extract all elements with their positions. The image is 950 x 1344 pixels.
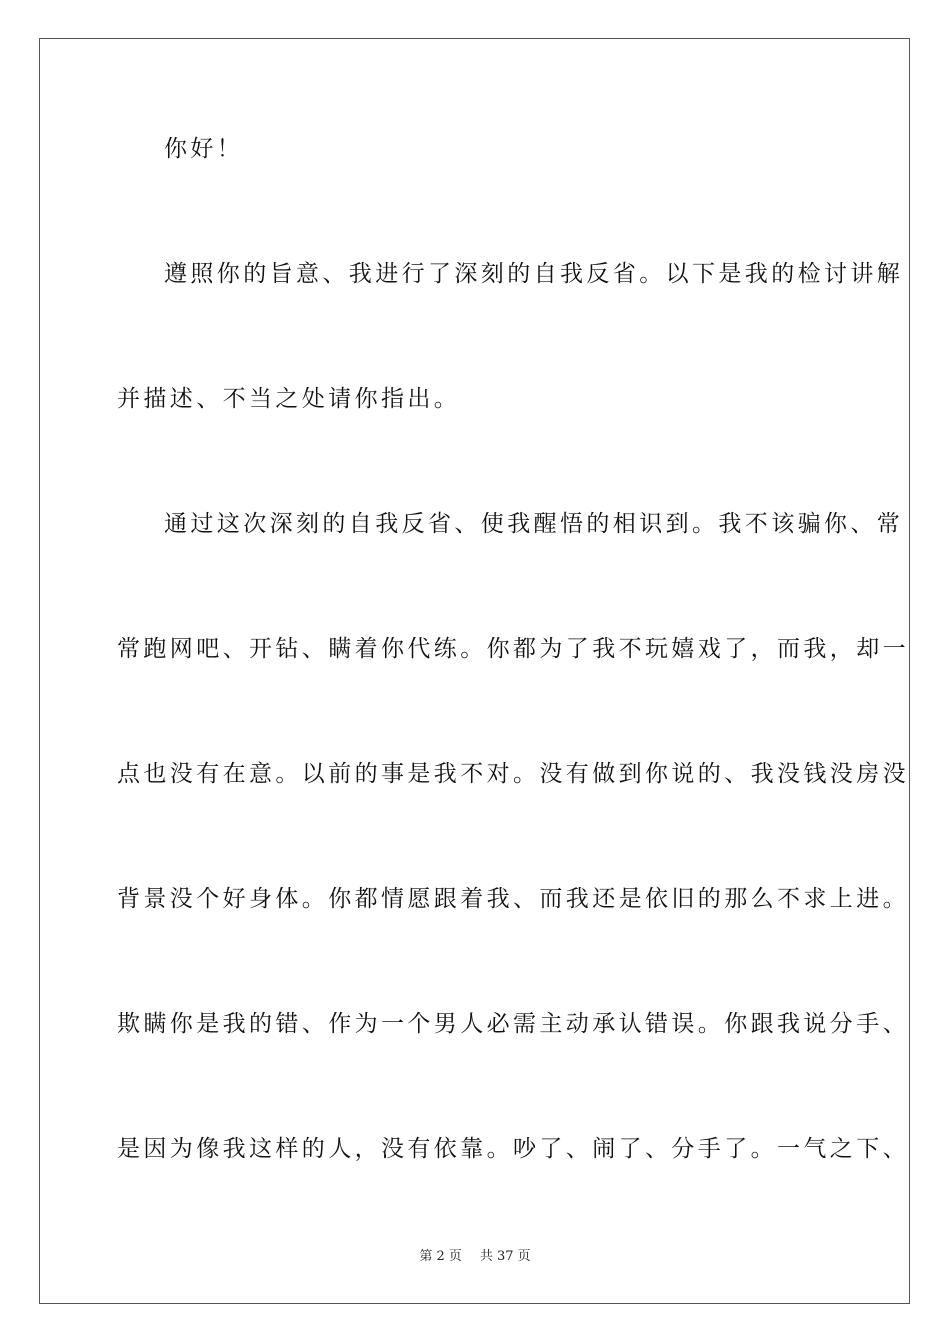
paragraph-line-5: 点也没有在意。以前的事是我不对。没有做到你说的、我没钱没房没 bbox=[117, 761, 909, 787]
paragraph-line-6: 背景没个好身体。你都情愿跟着我、而我还是依旧的那么不求上进。 bbox=[117, 886, 909, 912]
total-pages: 共 37 页 bbox=[479, 1249, 531, 1264]
paragraph-line-3: 通过这次深刻的自我反省、使我醒悟的相识到。我不该骗你、常 bbox=[164, 511, 904, 537]
greeting-line: 你好！ bbox=[164, 136, 244, 162]
paragraph-line-8: 是因为像我这样的人，没有依靠。吵了、闹了、分手了。一气之下、 bbox=[117, 1136, 909, 1162]
paragraph-line-2: 并描述、不当之处请你指出。 bbox=[117, 386, 461, 412]
page-border bbox=[39, 38, 910, 1304]
paragraph-line-4: 常跑网吧、开钻、瞒着你代练。你都为了我不玩嬉戏了，而我，却一 bbox=[117, 636, 909, 662]
paragraph-line-7: 欺瞒你是我的错、作为一个男人必需主动承认错误。你跟我说分手、 bbox=[117, 1011, 909, 1037]
paragraph-line-1: 遵照你的旨意、我进行了深刻的自我反省。以下是我的检讨讲解 bbox=[164, 261, 904, 287]
page-number: 第 2 页 bbox=[419, 1249, 462, 1264]
page-footer bbox=[0, 1248, 950, 1266]
